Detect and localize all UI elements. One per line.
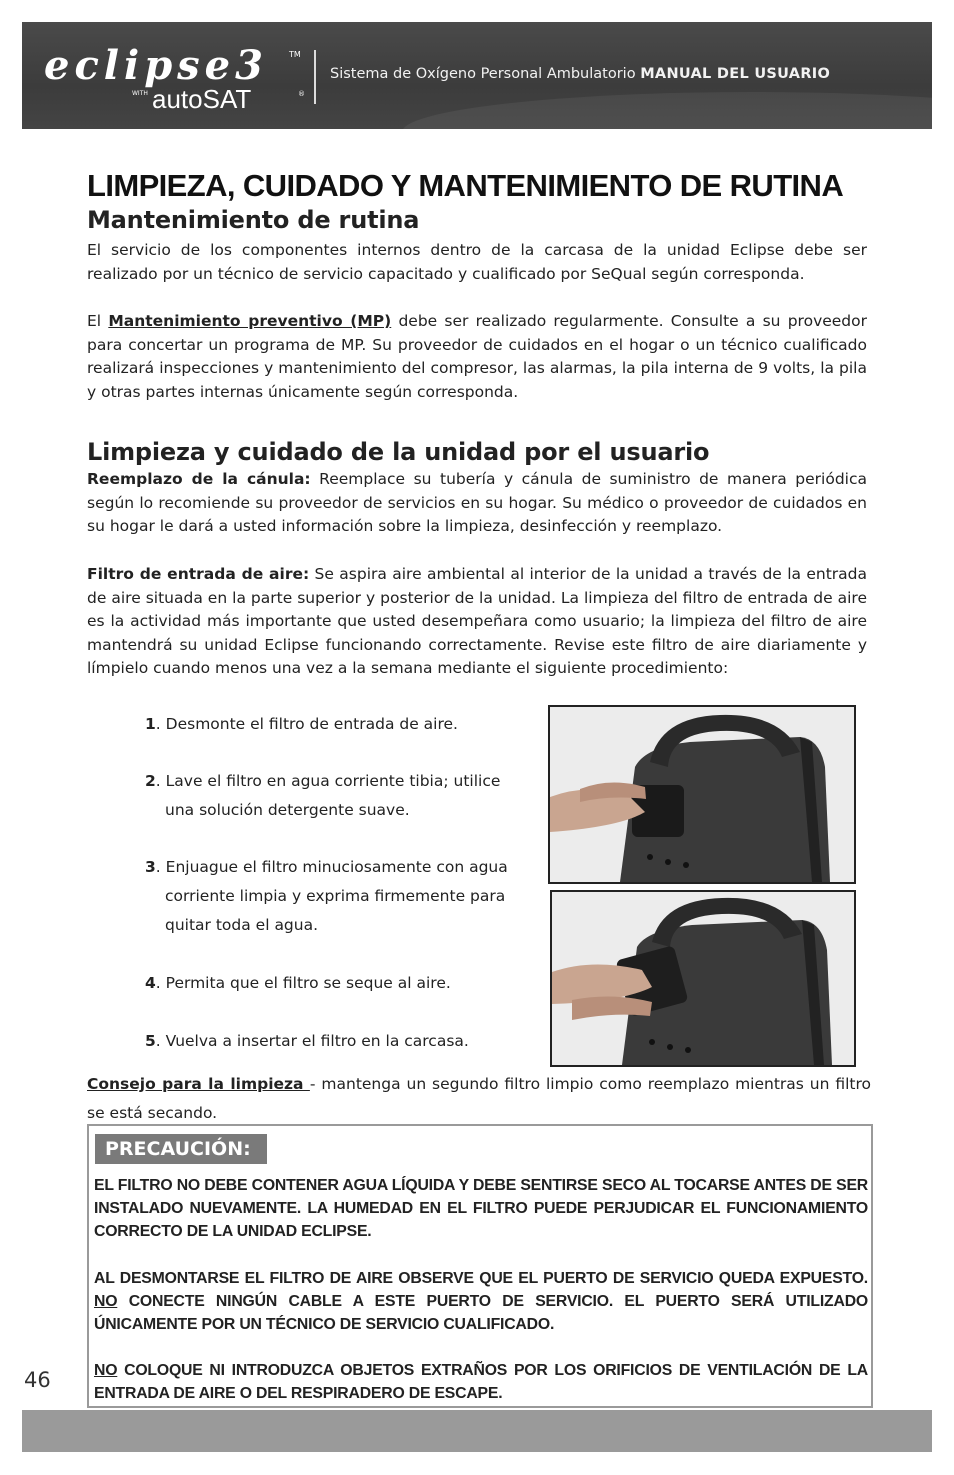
step-number: 5 xyxy=(145,1032,156,1050)
step-number: 3 xyxy=(145,858,156,876)
photo-filter-removal xyxy=(548,705,856,884)
caution-paragraph-1: EL FILTRO NO DEBE CONTENER AGUA LÍQUIDA Y DEBE SENTIRSE SECO AL TOCARSE ANTES DE SER INSTALADO NUEVAMENTE. LA HUMEDAD EN EL FILTRO PUEDE PERJUDICAR EL FUNCIONAMIENTO CORRECTO DE LA UNIDAD ECLIPSE. xyxy=(94,1177,868,1240)
step-text: . Enjuague el filtro minuciosamente con agua xyxy=(155,858,508,876)
step-item xyxy=(145,853,508,940)
caution-p2-no: NO xyxy=(94,1293,118,1310)
logo-tm: TM xyxy=(289,50,301,59)
caution-p2-text: AL DESMONTARSE EL FILTRO DE AIRE OBSERVE QUE EL PUERTO DE SERVICIO QUEDA EXPUESTO. xyxy=(94,1270,868,1287)
logo-registered: ® xyxy=(298,90,305,98)
caution-paragraph-3 xyxy=(94,1359,868,1405)
preventive-text: debe ser realizado regularmente. Consulte a su proveedor para concertar un programa de MP. Su proveedor de cuidados en el hogar o un técnico cualificado realizará inspecciones y mantenimiento del compresor, las alarmas, la pila interna de 9 volts, la pila y otras partes internas únicamente según corresponda. xyxy=(87,312,868,401)
paragraph-preventive xyxy=(87,310,867,404)
preventive-term: Mantenimiento preventivo (MP) xyxy=(108,312,392,330)
header-subtitle xyxy=(330,66,830,82)
caution-p3-no: NO xyxy=(94,1362,118,1379)
paragraph-service: El servicio de los componentes internos dentro de la carcasa de la unidad Eclipse debe ser realizado por un técnico de servicio capacitado y cualificado por SeQual según corresponda. xyxy=(87,241,867,283)
logo-autosat-text: autoSAT xyxy=(152,84,252,114)
filter-text: Se aspira aire ambiental al interior de la unidad a través de la entrada de aire situada en la parte superior y posterior de la unidad. La limpieza del filtro de entrada de aire es la actividad más importante que usted desempeñara como usuario; la limpieza del filtro de aire mantendrá su unidad Eclipse funcionando correctamente. Revise este filtro de aire diariamente y límpielo cuando menos una vez a la semana mediante el siguiente procedimiento: xyxy=(87,565,868,677)
cleaning-tip xyxy=(87,1070,871,1128)
caution-paragraph-2 xyxy=(94,1267,868,1336)
step-item xyxy=(145,1027,469,1056)
step-text: . Desmonte el filtro de entrada de aire. xyxy=(155,715,458,733)
logo-with: WITH xyxy=(132,90,148,97)
section-heading-user-care: Limpieza y cuidado de la unidad por el usuario xyxy=(87,438,710,466)
step-text: . Vuelva a insertar el filtro en la carcasa. xyxy=(155,1032,469,1050)
header-manual-label: MANUAL DEL USUARIO xyxy=(640,66,831,82)
step-number: 2 xyxy=(145,772,156,790)
step-item xyxy=(145,767,500,825)
step-number: 1 xyxy=(145,715,156,733)
header-swoosh xyxy=(402,92,932,129)
caution-p3-rest: COLOQUE NI INTRODUZCA OBJETOS EXTRAÑOS POR LOS ORIFICIOS DE VENTILACIÓN DE LA ENTRADA DE AIRE O DEL RESPIRADERO DE ESCAPE. xyxy=(94,1362,868,1402)
caution-p2-rest: CONECTE NINGÚN CABLE A ESTE PUERTO DE SERVICIO. EL PUERTO SERÁ UTILIZADO ÚNICAMENTE POR UN TÉCNICO DE SERVICIO CUALIFICADO. xyxy=(94,1293,868,1333)
eclipse-logo xyxy=(44,42,324,118)
section-heading-maintenance: Mantenimiento de rutina xyxy=(87,206,420,234)
header-divider xyxy=(314,50,316,104)
step-item xyxy=(145,969,451,998)
caution-box xyxy=(87,1124,873,1408)
cannula-label: Reemplazo de la cánula: xyxy=(87,470,311,488)
filter-label: Filtro de entrada de aire: xyxy=(87,565,310,583)
tip-label: Consejo para la limpieza xyxy=(87,1075,310,1093)
caution-badge: PRECAUCIÓN: xyxy=(95,1134,267,1164)
preventive-prefix: El xyxy=(87,312,109,330)
header-system-name: Sistema de Oxígeno Personal Ambulatorio xyxy=(330,66,636,82)
header-band xyxy=(22,22,932,129)
tip-text: - mantenga un segundo filtro limpio como reemplazo mientras un filtro se está secando. xyxy=(87,1075,872,1122)
logo-eclipse-text: eclipse3 xyxy=(44,42,268,89)
step-number: 4 xyxy=(145,974,156,992)
page-number: 46 xyxy=(24,1368,51,1392)
step-text-cont: una solución detergente suave. xyxy=(165,801,410,819)
paragraph-cannula xyxy=(87,468,867,539)
paragraph-filter xyxy=(87,563,867,681)
footer-bar xyxy=(22,1410,932,1452)
step-text: . Lave el filtro en agua corriente tibia; utilice xyxy=(155,772,501,790)
step-text-cont: quitar toda el agua. xyxy=(165,916,319,934)
step-item xyxy=(145,710,458,739)
step-text-cont: corriente limpia y exprima firmemente para xyxy=(165,887,506,905)
step-text: . Permita que el filtro se seque al aire. xyxy=(155,974,451,992)
page-title: LIMPIEZA, CUIDADO Y MANTENIMIENTO DE RUTINA xyxy=(87,168,844,203)
cannula-text: Reemplace su tubería y cánula de suministro de manera periódica según lo recomiende su proveedor de servicios en su hogar. Su médico o proveedor de cuidados en su hogar le dará a usted información sobre la limpieza, desinfección y reemplazo. xyxy=(87,470,867,535)
photo-filter-insertion xyxy=(550,890,856,1067)
